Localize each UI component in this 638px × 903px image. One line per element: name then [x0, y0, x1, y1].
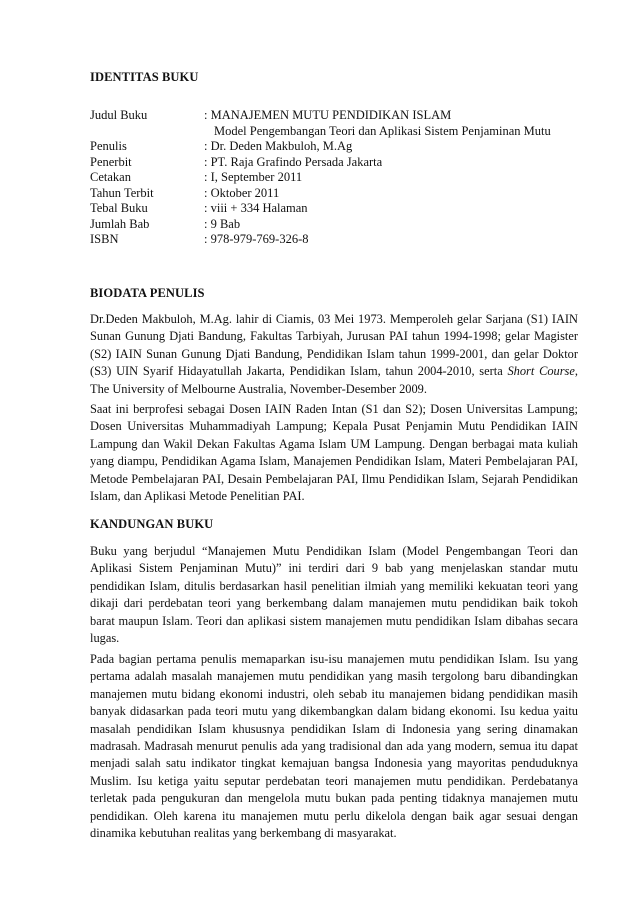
row-label: Penerbit: [90, 154, 132, 169]
identitas-table: [90, 108, 580, 248]
row-label: Penulis: [90, 139, 127, 153]
row-label: Jumlah Bab: [90, 216, 150, 231]
row-label: Judul Buku: [90, 108, 148, 122]
identitas-row-penerbit: [90, 155, 580, 171]
row-value: : I, September 2011: [204, 170, 303, 184]
row-label: Tebal Buku: [90, 201, 148, 215]
identitas-row-judul: [90, 108, 580, 139]
identitas-heading: IDENTITAS BUKU: [90, 70, 199, 84]
biodata-paragraph-1: [90, 311, 578, 398]
row-value: : MANAJEMEN MUTU PENDIDIKAN ISLAM: [204, 108, 452, 122]
identitas-row-jumlah-bab: [90, 217, 580, 233]
identitas-row-tebal-buku: [90, 201, 580, 217]
row-value: : viii + 334 Halaman: [204, 201, 308, 215]
biodata-heading: BIODATA PENULIS: [90, 286, 205, 300]
row-value: : Oktober 2011: [204, 185, 280, 200]
identitas-row-isbn: [90, 232, 580, 248]
biodata-p1-end: , The University of Melbourne Australia, November-Desember 2009.: [90, 364, 578, 396]
row-value: : 9 Bab: [204, 216, 241, 231]
kandungan-paragraph-2: Pada bagian pertama penulis memaparkan isu-isu manajemen mutu pendidikan Islam. Isu yang pertama adalah masalah manajemen mutu pendidikan yang masih tergolong baru dibandingkan manajemen mutu bidang ekonomi industri, oleh sebab itu manajemen bidang pendidikan masih banyak didasarkan pada teori mutu yang dikembangkan dalam bidang ekonomi. Isu kedua yaitu masalah pendidikan Islam khususnya pendidikan Islam di Indonesia yang sering dinamakan madrasah. Madrasah menurut penulis ada yang tradisional dan ada yang modern, semua itu dapat menjadi salah satu indikator tingkat kemajuan bangsa Indonesia yang mayoritas penduduknya Muslim. Isu ketiga yaitu seputar perdebatan teori manajemen mutu pendidikan. Perdebatanya terletak pada pengukuran dan mengelola mutu bukan pada penting tidaknya manajemen mutu pendidikan. Oleh karena itu manajemen mutu perlu dikelola dengan baik agar sesuai dengan dinamika kebutuhan realitas yang berkembang di masyarakat.: [90, 652, 578, 841]
identitas-row-tahun-terbit: [90, 186, 580, 202]
biodata-p1-text: Dr.Deden Makbuloh, M.Ag. lahir di Ciamis, 03 Mei 1973. Memperoleh gelar Sarjana (S1) IAIN Sunan Gunung Djati Bandung, Fakultas Tarbiyah, Jurusan PAI tahun 1994-1998; gelar Magister (S2) IAIN Sunan Gunung Djati Bandung, Pendidikan Islam tahun 1999-2001, dan gelar Doktor (S3) UIN Syarif Hidayatullah Jakarta, Pendidikan Islam, tahun 2004-2010, serta: [90, 312, 578, 379]
identitas-row-penulis: [90, 139, 580, 155]
kandungan-heading: KANDUNGAN BUKU: [90, 517, 214, 531]
row-value: : 978-979-769-326-8: [204, 232, 309, 246]
identitas-row-cetakan: [90, 170, 580, 186]
short-course-italic: Short Course: [507, 364, 575, 379]
row-value: : PT. Raja Grafindo Persada Jakarta: [204, 154, 383, 169]
row-value-subtitle: Model Pengembangan Teori dan Aplikasi Sistem Penjaminan Mutu: [214, 123, 551, 138]
row-label: Tahun Terbit: [90, 185, 154, 200]
kandungan-paragraph-1: Buku yang berjudul “Manajemen Mutu Pendidikan Islam (Model Pengembangan Teori dan Aplikasi Sistem Penjaminan Mutu)” ini terdiri dari 9 bab yang menjelaskan standar mutu pendidikan Islam, ditulis berdasarkan hasil penelitian ilmiah yang memiliki kekuatan teori yang dikaji dari perdebatan teori yang berkembang dalam manajemen mutu pendidikan baik tokoh barat maupun Islam. Teori dan aplikasi sistem manajemen mutu pendidikan Islam dibahas secara lugas.: [90, 544, 578, 646]
row-label: ISBN: [90, 232, 119, 246]
biodata-paragraph-2: Saat ini berprofesi sebagai Dosen IAIN Raden Intan (S1 dan S2); Dosen Universitas Lampung; Dosen Universitas Muhammadiyah Lampung; Kepala Pusat Penjamin Mutu Pendidikan IAIN Lampung dan Wakil Dekan Fakultas Agama Islam UM Lampung. Dengan berbagai mata kuliah yang diampu, Pendidikan Agama Islam, Manajemen Pendidikan Islam, Materi Pembelajaran PAI, Metode Pembelajaran PAI, Desain Pembelajaran PAI, Ilmu Pendidikan Islam, Sejarah Pendidikan Islam, dan Aplikasi Metode Penelitian PAI.: [90, 402, 578, 504]
row-value: : Dr. Deden Makbuloh, M.Ag: [204, 139, 353, 153]
row-label: Cetakan: [90, 170, 131, 184]
